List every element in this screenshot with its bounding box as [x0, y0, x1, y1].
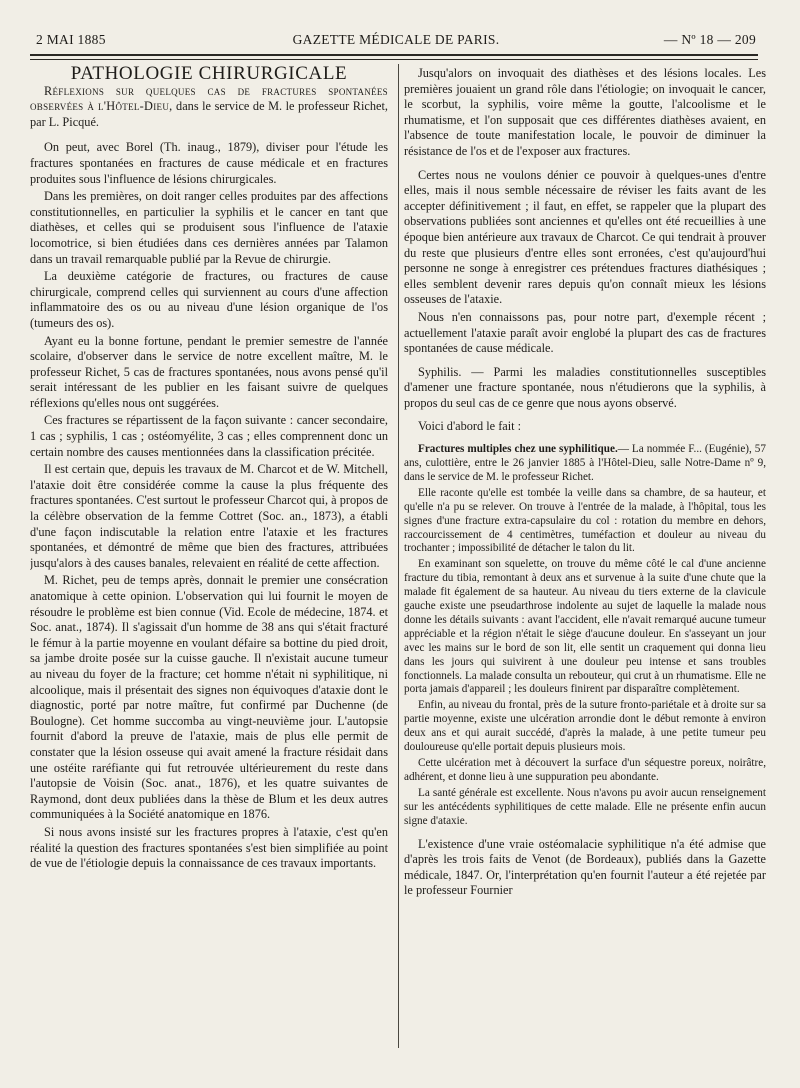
article-subhead [30, 84, 388, 131]
observation-paragraph: En examinant son squelette, on trouve du même côté le cal d'une ancienne fracture du tibia, remontant à deux ans et survenue à la suite d'une chute que la malade fit également de sa hauteur. Au niveau du tiers externe de la clavicule gauche existe une pseudarthrose indolente au sujet de laquelle la malade nous donne les détails suivants : avant l'accident, elle n'avait remarqué aucune tumeur appréciable et la région n'était le siège d'aucune douleur. En s'asseyant un jour avec les mains sur le bord de son lit, elle sentit un craquement qui donna lieu dans les jours qui suivirent à une douleur peu intense et sans troubles fonctionnels. La malade consulta un rebouteur, qui crut à un rhumatisme. Elle ne porta jamais d'appareil ; les douleurs finirent par disparaître complètement. [404, 558, 766, 696]
observation-paragraph: Enfin, au niveau du frontal, près de la suture fronto-pariétale et à droite sur sa partie moyenne, existe une ulcération arrondie dont le début remonte à environ deux ans et qui aurait succédé, d'après la malade, à une petite tumeur peu douloureuse qu'elle portait depuis plusieurs mois. [404, 699, 766, 754]
observation-paragraph [404, 443, 766, 485]
right-paragraph: Certes nous ne voulons dénier ce pouvoir à quelques-unes d'entre elles, mais il nous semble nécessaire de réviser les faits avant de les accepter définitivement ; il faut, en effet, se rappeler que la plupart des observations publiées sont anciennes et qu'elles ont été recueillies à une époque bien antérieure aux travaux de Charcot. Ce qui tendrait à prouver du reste que plusieurs d'entre elles sont erronées, c'est qu'aujourd'hui personne ne songe à enregistrer ces prétendues fractures diathésiques ; elles semblent devenir rares depuis qu'on connaît mieux les lésions osseuses de l'ataxie. [404, 167, 766, 307]
header-issue-page: — Nº 18 — 209 [663, 32, 756, 47]
right-paragraph: Syphilis. — Parmi les maladies constitutionnelles susceptibles d'amener une fracture spontanée, nous n'étudierons que la syphilis, à propos du seul cas de ce genre que nous ayons observé. [404, 364, 766, 410]
right-paragraph: Voici d'abord le fait : [418, 419, 522, 434]
left-paragraph: Ces fractures se répartissent de la façon suivante : cancer secondaire, 1 cas ; syphilis, 1 cas ; ostéomyélite, 3 cas ; elles comprennent donc un certain nombre des causes mentionnées dans la classification précitée. [30, 413, 388, 459]
observation-text: — La nommée F... (Eugénie), 57 ans, culottière, entre le 26 janvier 1885 à l'Hôtel-Dieu, salle Notre-Dame nº 9, dans le service de M. le professeur Richet. [404, 443, 766, 483]
left-column [30, 66, 388, 1056]
left-paragraph: Il est certain que, depuis les travaux de M. Charcot et de W. Mitchell, l'ataxie doit être considérée comme la cause la plus fréquente des fractures spontanées. C'est surtout le professeur Charcot qui, à propos de la célèbre observation de la femme Cottret (Soc. an., 1873), a établi d'une façon indiscutable la relation entre l'ataxie et les fractures spontanées, et démontré de même que bien des fractures, attribuées jusqu'alors à des causes banales, relevaient en réalité de cette affection. [30, 462, 388, 570]
right-paragraph: L'existence d'une vraie ostéomalacie syphilitique n'a été admise que d'après les trois faits de Venot (de Bordeaux), publiés dans la Gazette médicale, 1847. Or, l'interprétation qu'en fournit l'auteur a été rejetée par le professeur Fournier [404, 836, 766, 898]
observation-paragraph: La santé générale est excellente. Nous n'avons pu avoir aucun renseignement sur les antécédents syphilitiques de cette malade. Elle ne présente enfin aucun signe d'ataxie. [404, 786, 766, 827]
header-rule-thin [30, 59, 758, 60]
right-paragraph: Jusqu'alors on invoquait des diathèses et des lésions locales. Les premières jouaient un grand rôle dans l'étiologie; on invoquait le cancer, le scorbut, la syphilis, voire même la goutte, l'alcoolisme et le rhumatisme, et l'on supposait que ces différentes diathèses avaient, en l'absence de toute manifestation locale, le pouvoir de diminuer la résistance de l'os et de l'exposer aux fractures. [404, 66, 766, 158]
section-title: PATHOLOGIE CHIRURGICALE [70, 66, 348, 84]
column-divider [398, 64, 399, 1048]
left-paragraph: M. Richet, peu de temps après, donnait le premier une consécration anatomique à cette opinion. L'observation qui lui fournit le moyen de résoudre le problème est bien connue (Vid. Ecole de médecine, 1874. et Soc. anat., 1874). Il s'agissait d'un homme de 38 ans qui s'était fracturé le fémur à la partie moyenne en voulant défaire sa bottine du pied droit, sa jambe droite posée sur la cuisse gauche. Il n'existait aucune tumeur au niveau du foyer de la fracture; cet homme n'était ni syphilitique, ni alcoolique, mais il présentait des signes non équivoques d'ataxie dont le diagnostic, porté par notre maître, fut confirmé par Duchenne (de Boulogne). Cet homme succomba au vingt-neuvième jour. L'autopsie fournit d'abord la preuve de l'ataxie, mais de plus elle permit de constater que la lésion osseuse qui avait amené la fracture résidait dans une ostéite raréfiante qui fut retrouvée ultérieurement du reste dans l'autopsie de Voisin (Soc. anat., 1876), et les quatre suivantes de Raymond, dont deux publiées dans la thèse de Blum et les deux autres communiquées à la Société anatomique en 1876. [30, 573, 388, 822]
header-journal-title: GAZETTE MÉDICALE DE PARIS. [292, 32, 500, 47]
left-paragraph: Si nous avons insisté sur les fractures propres à l'ataxie, c'est qu'en réalité la question des fractures spontanées s'est bien simplifiée au point de vue de l'étiologie depuis la connaissance de ces travaux importants. [30, 824, 388, 871]
header-date: 2 MAI 1885 [36, 32, 106, 47]
article-subhead-rest: dans le service de M. le professeur Richet, par L. Picqué. [30, 99, 388, 129]
left-paragraph: Dans les premières, on doit ranger celles produites par des affections constitutionnelles, en particulier la syphilis et le cancer en tant que diathèses, et celles qui se produisent sous l'influence de l'ataxie locomotrice, si bien étudiées dans ces dernières années par Talamon dans un travail remarquable publié par la Revue de chirurgie. [30, 189, 388, 266]
header-rule-thick [30, 54, 758, 56]
right-column [404, 66, 766, 1056]
observation-paragraph: Cette ulcération met à découvert la surface d'un séquestre poreux, noirâtre, adhérent, et donne lieu à une suppuration peu abondante. [404, 757, 766, 783]
observation-paragraph: Elle raconte qu'elle est tombée la veille dans sa chambre, de sa hauteur, et qu'elle n'a pu se relever. On trouve à l'entrée de la malade, à l'hôpital, tous les signes d'une fracture extra-capsulaire du col : rotation du membre en dehors, raccourcissement de 4 centimètres, tuméfaction et douleur au niveau du trochanter ; impossibilité de détacher le talon du lit. [404, 486, 766, 555]
page-header [36, 32, 756, 50]
left-paragraph: On peut, avec Borel (Th. inaug., 1879), diviser pour l'étude les fractures spontanées en fractures de cause médicale et en fractures produites sous l'influence de lésions chirurgicales. [30, 140, 388, 186]
left-paragraph: Ayant eu la bonne fortune, pendant le premier semestre de l'année scolaire, d'observer dans le service de notre excellent maître, M. le professeur Richet, 5 cas de fractures spontanées, nous avons pensé qu'il serait intéressant de les publier en les faisant suivre de quelques réflexions qu'elles nous ont suggérées. [30, 333, 388, 410]
left-paragraph: La deuxième catégorie de fractures, ou fractures de cause chirurgicale, comprend celles qui surviennent au cours d'une affection inflammatoire des os ou au niveau d'une lésion organique de l'os (tumeurs des os). [30, 269, 388, 330]
article-subhead-caps: Réflexions sur quelques cas de fractures spontanées observées à l'Hôtel-Dieu, [30, 83, 388, 114]
right-paragraph: Nous n'en connaissons pas, pour notre part, d'exemple récent ; actuellement l'ataxie paraît avoir englobé la plupart des cas de fractures spontanées de cause médicale. [404, 309, 766, 356]
observation-title: Fractures multiples chez une syphilitique. [418, 443, 618, 456]
